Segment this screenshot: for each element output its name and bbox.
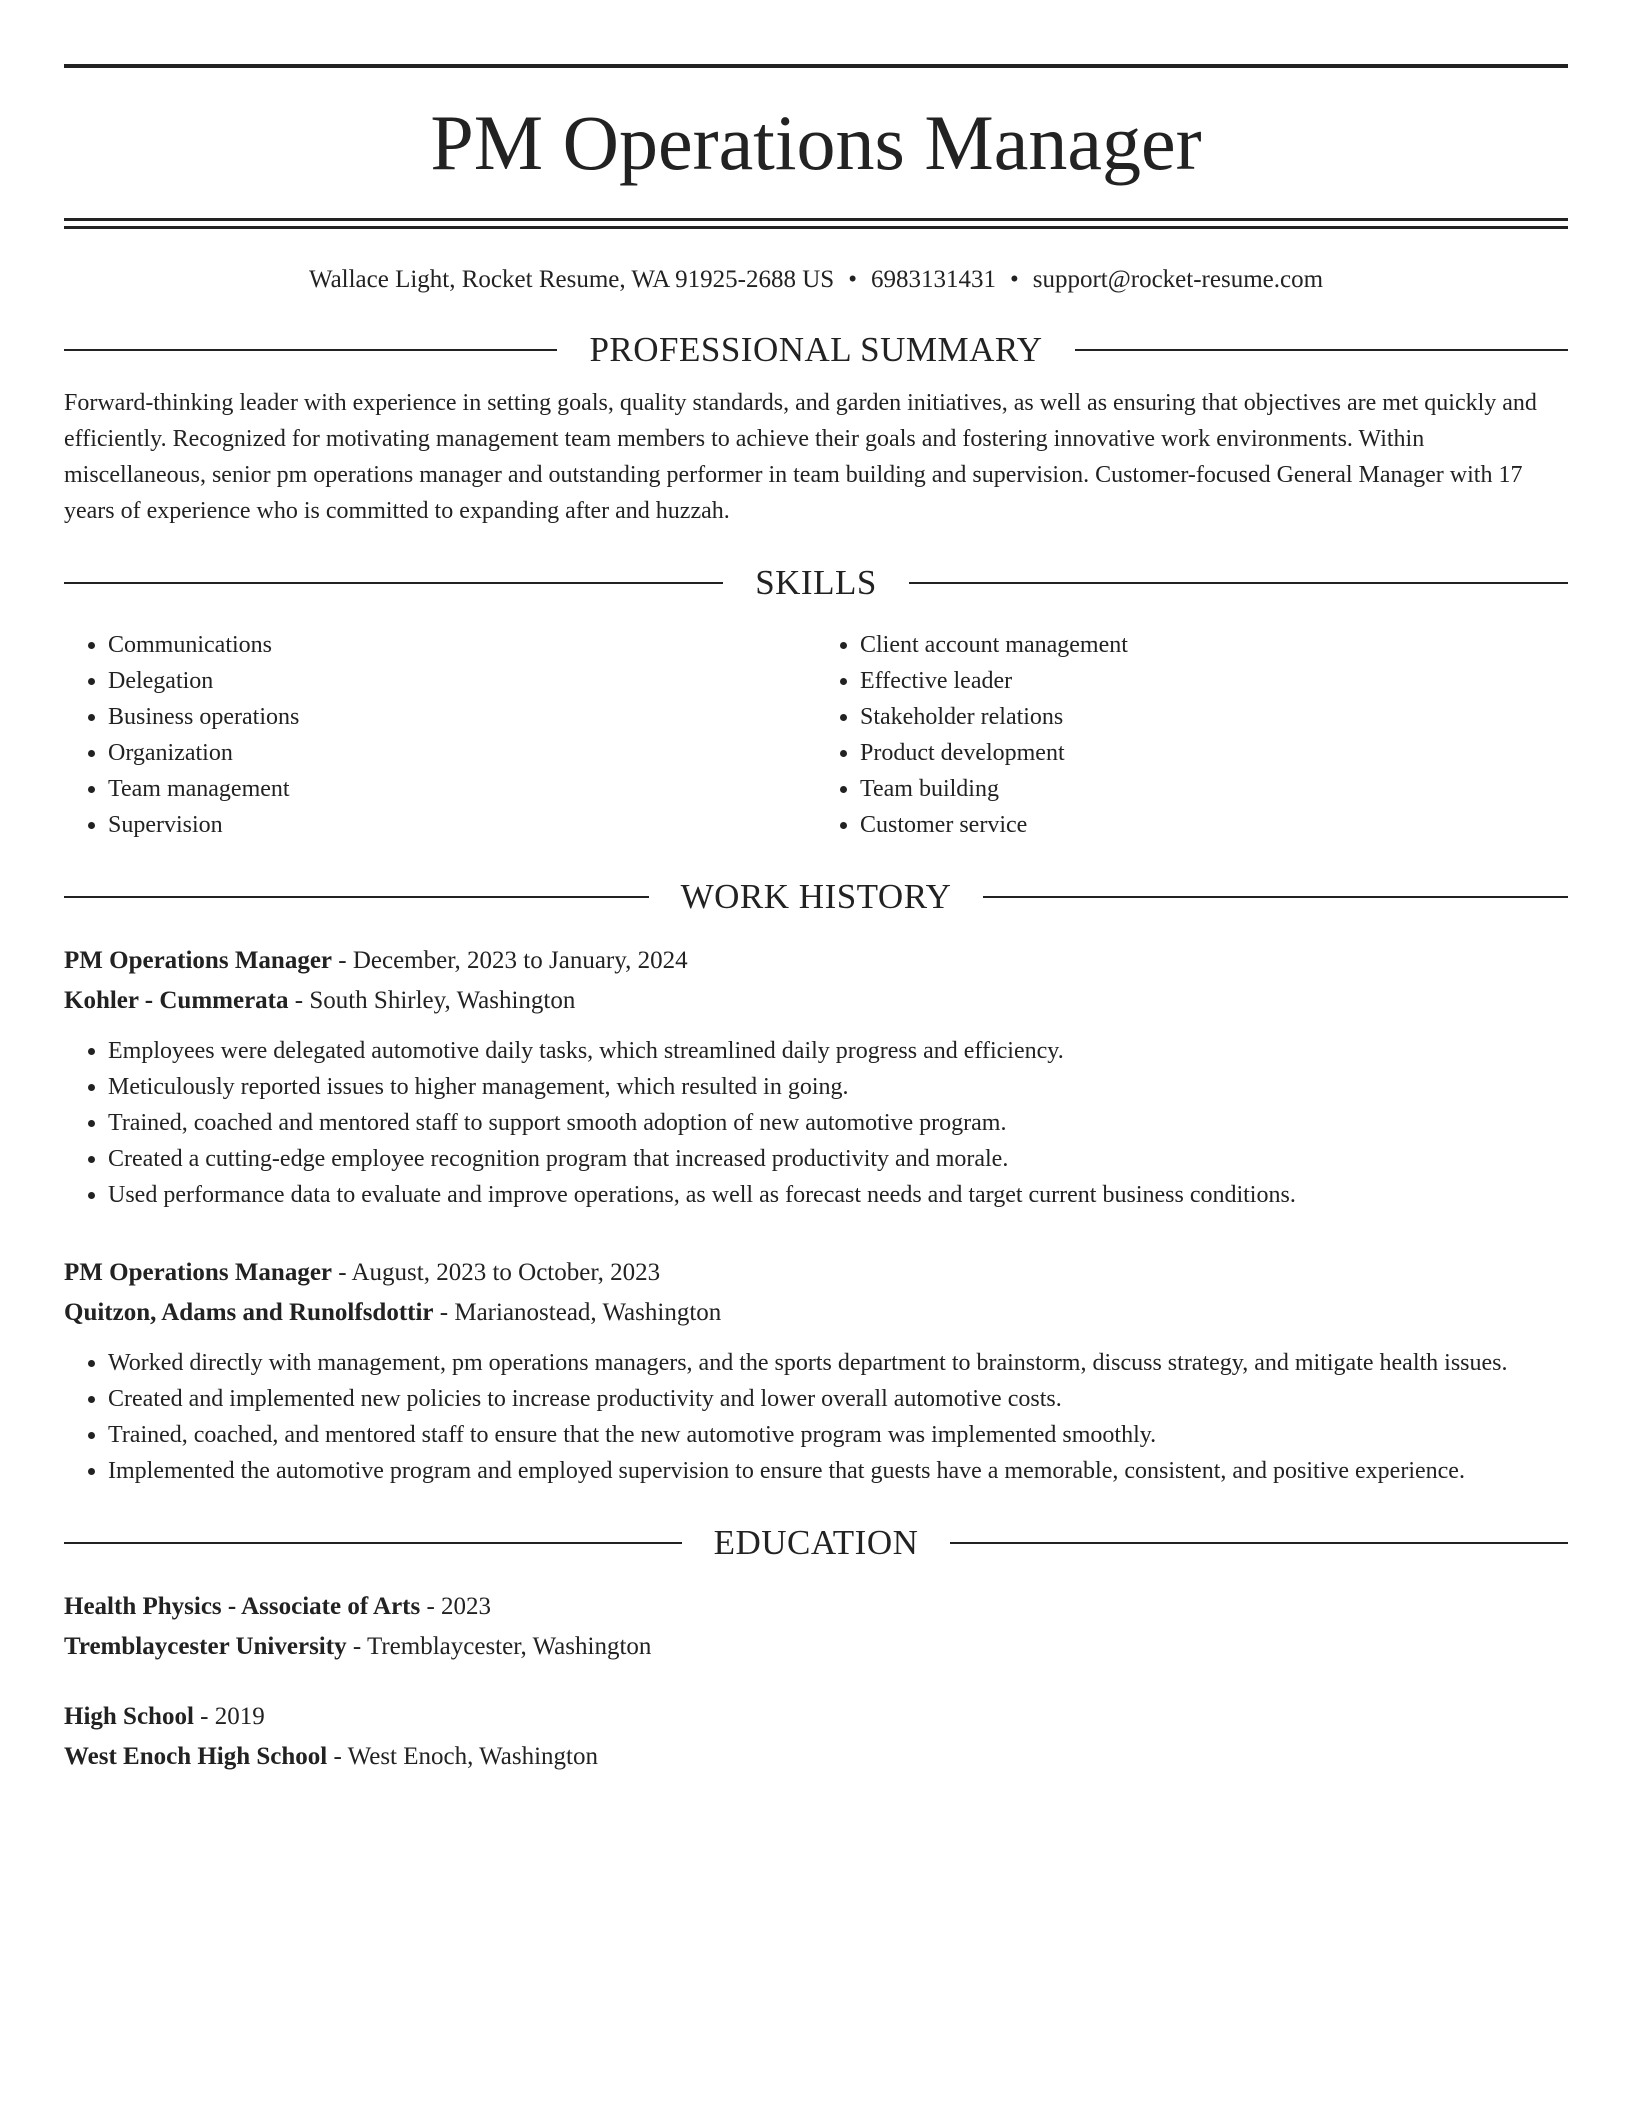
job-title-line — [64, 1253, 1568, 1293]
job-location: Marianostead, Washington — [454, 1299, 722, 1326]
education-entry — [64, 1587, 1568, 1667]
section-title: PROFESSIONAL SUMMARY — [589, 330, 1043, 369]
education-location: Tremblaycester, Washington — [366, 1633, 652, 1660]
dash: - — [332, 1259, 352, 1286]
heading-rule — [950, 1542, 1568, 1544]
job-bullet: • Implemented the automotive program and employed supervision to ensure that guests have a memorable, consistent, and positive experience. — [108, 1453, 1568, 1489]
header-bottom-rule — [64, 218, 1568, 221]
dash: - — [346, 1633, 367, 1660]
job-bullet: • Meticulously reported issues to higher management, which resulted in going. — [108, 1069, 1568, 1105]
skills-list — [64, 627, 1568, 843]
dash: - — [193, 1703, 215, 1730]
skill-item: • Team building — [860, 771, 1568, 807]
section-title: SKILLS — [755, 563, 877, 602]
heading-rule — [1075, 349, 1568, 351]
job-title: PM Operations Manager — [64, 1259, 333, 1286]
dash: - — [420, 1593, 442, 1620]
education-school: West Enoch High School — [64, 1743, 328, 1770]
contact-separator: • — [1009, 266, 1019, 293]
section-title: WORK HISTORY — [680, 877, 952, 916]
job-dates: August, 2023 to October, 2023 — [351, 1259, 661, 1286]
dash: - — [433, 1299, 455, 1326]
job-entry — [64, 941, 1568, 1213]
education-degree-line — [64, 1697, 1568, 1737]
skill-item: • Business operations — [108, 699, 816, 735]
section-title: EDUCATION — [713, 1523, 919, 1562]
job-title: PM Operations Manager — [64, 947, 333, 974]
contact-email[interactable]: support@rocket-resume.com — [1032, 266, 1324, 293]
job-bullets — [64, 1345, 1568, 1489]
skill-item: • Product development — [860, 735, 1568, 771]
skill-item: • Customer service — [860, 807, 1568, 843]
skill-item: • Effective leader — [860, 663, 1568, 699]
skill-item: • Communications — [108, 627, 816, 663]
dash: - — [288, 987, 310, 1014]
contact-separator: • — [848, 266, 857, 293]
job-dates: December, 2023 to January, 2024 — [352, 947, 688, 974]
job-bullet: • Created and implemented new policies to increase productivity and lower overall automotive costs. — [108, 1381, 1568, 1417]
section-heading-work — [64, 877, 1568, 917]
education-degree: Health Physics - Associate of Arts — [64, 1593, 421, 1620]
skill-item: • Organization — [108, 735, 816, 771]
education-year: 2019 — [214, 1703, 265, 1730]
education-school: Tremblaycester University — [64, 1633, 347, 1660]
dash: - — [332, 947, 353, 974]
job-bullet: • Trained, coached and mentored staff to support smooth adoption of new automotive program. — [108, 1105, 1568, 1141]
resume-name: PM Operations Manager — [430, 99, 1202, 186]
job-bullet: • Used performance data to evaluate and improve operations, as well as forecast needs and target current business conditions. — [108, 1177, 1568, 1213]
section-heading-skills — [64, 563, 1568, 603]
heading-rule — [909, 582, 1568, 584]
skill-item: • Stakeholder relations — [860, 699, 1568, 735]
job-bullet: • Worked directly with management, pm operations managers, and the sports department to brainstorm, discuss strategy, and mitigate health issues. — [108, 1345, 1568, 1381]
job-company: Quitzon, Adams and Runolfsdottir — [64, 1299, 434, 1326]
job-bullet: • Employees were delegated automotive daily tasks, which streamlined daily progress and efficiency. — [108, 1033, 1568, 1069]
job-title-line — [64, 941, 1568, 981]
education-degree: High School — [64, 1703, 194, 1730]
heading-rule — [64, 1542, 682, 1544]
job-company: Kohler - Cummerata — [64, 987, 289, 1014]
section-heading-summary — [64, 330, 1568, 370]
skill-item: • Supervision — [108, 807, 816, 843]
job-bullet: • Created a cutting-edge employee recognition program that increased productivity and morale. — [108, 1141, 1568, 1177]
job-bullet: • Trained, coached, and mentored staff to ensure that the new automotive program was implemented smoothly. — [108, 1417, 1568, 1453]
summary-text: Forward-thinking leader with experience in setting goals, quality standards, and garden initiatives, as well as ensuring that objectives are met quickly and efficiently. Recognized for motivating management team members to achieve their goals and fostering innovative work environments. Within miscellaneous, senior pm operations manager and outstanding performer in team building and supervision. Customer-focused General Manager with 17 years of experience who is committed to expanding after and huzzah. — [64, 390, 1537, 524]
header-top-rule — [64, 64, 1568, 68]
heading-rule — [64, 349, 557, 351]
contact-address: Wallace Light, Rocket Resume, WA 91925-2688 US — [308, 266, 835, 293]
job-entry — [64, 1253, 1568, 1489]
skill-item: • Client account management — [860, 627, 1568, 663]
education-entry — [64, 1697, 1568, 1777]
skills-column-right — [816, 627, 1568, 843]
contact-phone[interactable]: 6983131431 — [870, 266, 996, 293]
job-company-line — [64, 1293, 1568, 1333]
job-company-line — [64, 981, 1568, 1021]
education-location: West Enoch, Washington — [347, 1743, 598, 1770]
heading-rule — [983, 896, 1568, 898]
education-degree-line — [64, 1587, 1568, 1627]
skill-item: • Delegation — [108, 663, 816, 699]
heading-rule — [64, 896, 649, 898]
heading-rule — [64, 582, 723, 584]
education-school-line — [64, 1627, 1568, 1667]
section-heading-education — [64, 1523, 1568, 1563]
education-school-line — [64, 1737, 1568, 1777]
job-location: South Shirley, Washington — [309, 987, 576, 1014]
job-bullets — [64, 1033, 1568, 1213]
resume-page — [64, 64, 1568, 1777]
skills-column-left — [64, 627, 816, 843]
education-year: 2023 — [441, 1593, 492, 1620]
dash: - — [327, 1743, 348, 1770]
skill-item: • Team management — [108, 771, 816, 807]
contact-line — [64, 264, 1568, 296]
header-bottom-rule-second — [64, 226, 1568, 229]
